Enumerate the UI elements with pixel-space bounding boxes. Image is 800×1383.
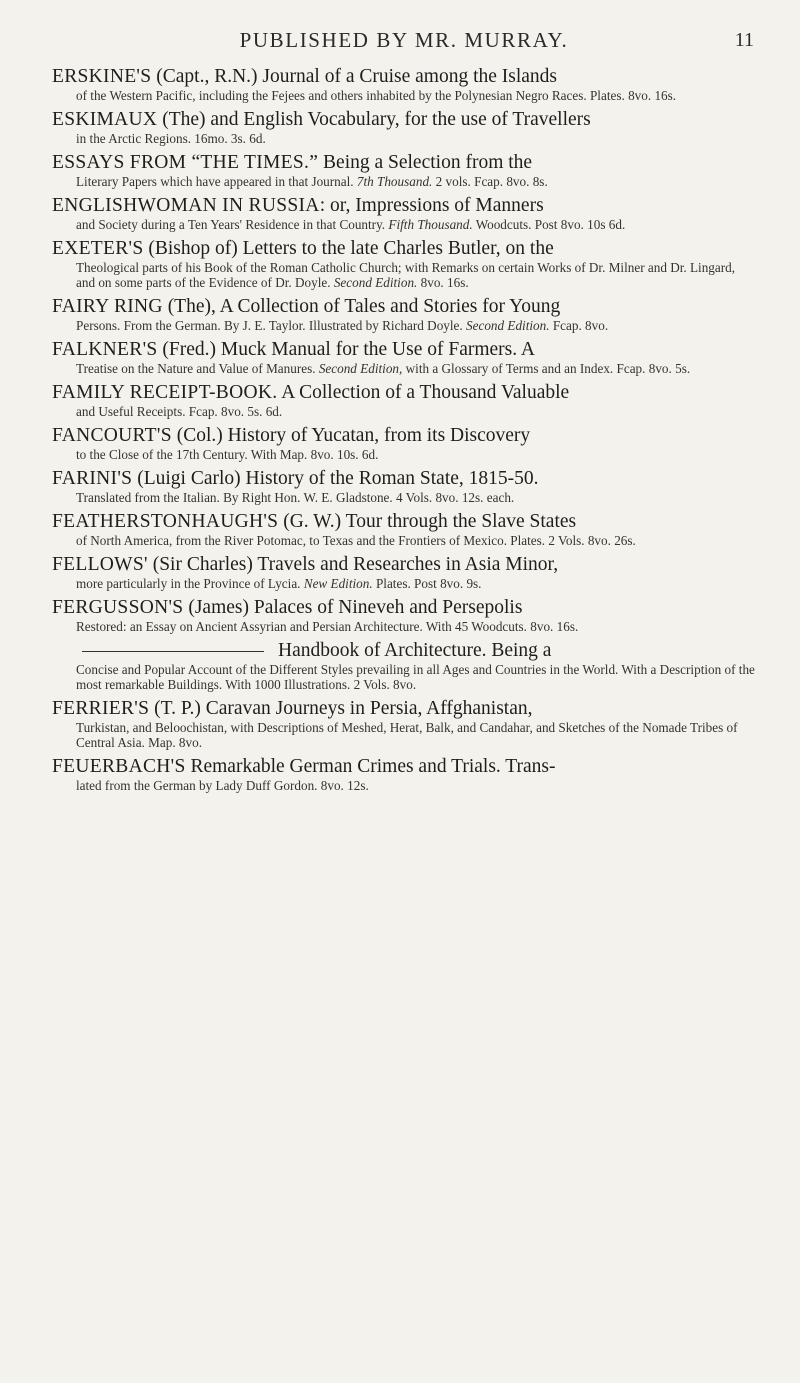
- entry-description: to the Close of the 17th Century. With Map. 8vo. 10s. 6d.: [76, 447, 379, 462]
- entry-description: Literary Papers which have appeared in that Journal.: [76, 174, 357, 189]
- entry-heading: ERSKINE'S: [52, 66, 152, 87]
- running-title: PUBLISHED BY MR. MURRAY.: [239, 28, 569, 52]
- entry-heading: ESKIMAUX: [52, 109, 158, 130]
- entry-title: (T. P.) Caravan Journeys in Persia, Affghanistan,: [149, 698, 533, 719]
- entry-edition: Second Edition.: [333, 275, 418, 290]
- entry-heading: FAMILY RECEIPT-BOOK.: [52, 382, 278, 403]
- entry-description: lated from the German by Lady Duff Gordon. 8vo. 12s.: [76, 778, 369, 793]
- entry-description: Treatise on the Nature and Value of Manures.: [76, 361, 319, 376]
- entry-edition: 7th Thousand.: [356, 174, 433, 189]
- catalogue-entry-englishwoman: [52, 195, 756, 232]
- catalogue-entry-featherstonhaugh: [52, 511, 756, 548]
- entry-title: Being a Selection from the: [318, 152, 533, 173]
- entry-heading: FAIRY RING: [52, 296, 163, 317]
- catalogue-entry-exeter: [52, 238, 756, 290]
- catalogue-entry-ferrier: [52, 698, 756, 750]
- entry-title: (Bishop of) Letters to the late Charles Butler, on the: [143, 238, 554, 259]
- entry-description: Translated from the Italian. By Right Hon. W. E. Gladstone. 4 Vols. 8vo. 12s. each.: [76, 490, 515, 505]
- entry-title: (G. W.) Tour through the Slave States: [278, 511, 577, 532]
- entry-edition: Second Edition,: [318, 361, 403, 376]
- entry-title: (Fred.) Muck Manual for the Use of Farmers. A: [157, 339, 535, 360]
- entry-price: Woodcuts. Post 8vo. 10s 6d.: [472, 217, 626, 232]
- entry-heading: EXETER'S: [52, 238, 144, 259]
- catalogue-entry-fergusson-handbook: [52, 640, 756, 692]
- entry-price: 8vo. 16s.: [417, 275, 469, 290]
- entry-description: of the Western Pacific, including the Fejees and others inhabited by the Polynesian Negro Races. Plates. 8vo. 16s.: [76, 88, 677, 103]
- entry-title: Handbook of Architecture. Being a: [278, 640, 552, 661]
- entry-heading: FARINI'S: [52, 468, 133, 489]
- entry-title: (Sir Charles) Travels and Researches in Asia Minor,: [147, 554, 559, 575]
- entry-title: (The) and English Vocabulary, for the use of Travellers: [157, 109, 591, 130]
- entry-price: 2 vols. Fcap. 8vo. 8s.: [432, 174, 548, 189]
- page-header: [52, 24, 756, 66]
- entry-heading: FERGUSSON'S: [52, 597, 184, 618]
- entry-edition: Second Edition.: [466, 318, 550, 333]
- entry-description: and Useful Receipts. Fcap. 8vo. 5s. 6d.: [76, 404, 283, 419]
- entry-heading: FERRIER'S: [52, 698, 150, 719]
- catalogue-entry-eskimaux: [52, 109, 756, 146]
- entry-title: (Col.) History of Yucatan, from its Discovery: [171, 425, 531, 446]
- entry-description: Restored: an Essay on Ancient Assyrian and Persian Architecture. With 45 Woodcuts. 8vo. 16s.: [76, 619, 579, 634]
- entry-heading: FELLOWS': [52, 554, 148, 575]
- entry-heading: FANCOURT'S: [52, 425, 172, 446]
- entry-description: Turkistan, and Beloochistan, with Descriptions of Meshed, Herat, Balk, and Candahar, and Sketches of the Nomade Tribes of Central Asia. Map. 8vo.: [76, 720, 738, 750]
- entry-price: Fcap. 8vo.: [549, 318, 609, 333]
- entry-description: Persons. From the German. By J. E. Taylor. Illustrated by Richard Doyle.: [76, 318, 467, 333]
- catalogue-entry-family-receipt-book: [52, 382, 756, 419]
- catalogue-entry-farini: [52, 468, 756, 505]
- entry-description: in the Arctic Regions. 16mo. 3s. 6d.: [76, 131, 266, 146]
- page-number: 11: [734, 29, 754, 51]
- entry-edition: New Edition.: [303, 576, 373, 591]
- entry-description: of North America, from the River Potomac, to Texas and the Frontiers of Mexico. Plates. 2 Vols. 8vo. 26s.: [76, 533, 636, 548]
- catalogue-entry-fergusson-nineveh: [52, 597, 756, 634]
- entry-heading: FEATHERSTONHAUGH'S: [52, 511, 279, 532]
- entry-title: : or, Impressions of Manners: [319, 195, 544, 216]
- ditto-rule: [82, 651, 264, 652]
- entry-heading: ESSAYS FROM “THE TIMES.”: [52, 152, 319, 173]
- catalogue-entry-erskine: [52, 66, 756, 103]
- catalogue-entry-fancourt: [52, 425, 756, 462]
- entry-description: and Society during a Ten Years' Residence in that Country.: [76, 217, 389, 232]
- catalogue-entry-falkner: [52, 339, 756, 376]
- catalogue-entry-fairy-ring: [52, 296, 756, 333]
- entry-price: Plates. Post 8vo. 9s.: [372, 576, 482, 591]
- entry-description: Concise and Popular Account of the Different Styles prevailing in all Ages and Countries in the World. With a Description of the most remarkable Buildings. With 1000 Illustrations. 2 Vols. 8vo.: [76, 662, 755, 692]
- entry-description: more particularly in the Province of Lycia.: [76, 576, 304, 591]
- entry-edition: Fifth Thousand.: [388, 217, 473, 232]
- entry-heading: FEUERBACH'S: [52, 756, 186, 777]
- entry-title: (The), A Collection of Tales and Stories for Young: [162, 296, 561, 317]
- catalogue-entry-fellows: [52, 554, 756, 591]
- entry-title: (Capt., R.N.) Journal of a Cruise among the Islands: [151, 66, 558, 87]
- catalogue-entry-feuerbach: [52, 756, 756, 793]
- catalogue-entry-essays-times: [52, 152, 756, 189]
- entry-title: A Collection of a Thousand Valuable: [277, 382, 570, 403]
- entry-title: (Luigi Carlo) History of the Roman State, 1815-50.: [132, 468, 539, 489]
- entry-title: (James) Palaces of Nineveh and Persepolis: [183, 597, 523, 618]
- entry-price: with a Glossary of Terms and an Index. Fcap. 8vo. 5s.: [402, 361, 691, 376]
- entry-description: Theological parts of his Book of the Roman Catholic Church; with Remarks on certain Works of Dr. Milner and Dr. Lingard, and on some parts of the Evidence of Dr. Doyle.: [76, 260, 736, 290]
- entry-title: Remarkable German Crimes and Trials. Trans-: [185, 756, 556, 777]
- entry-heading: ENGLISHWOMAN IN RUSSIA: [52, 195, 320, 216]
- entry-heading: FALKNER'S: [52, 339, 158, 360]
